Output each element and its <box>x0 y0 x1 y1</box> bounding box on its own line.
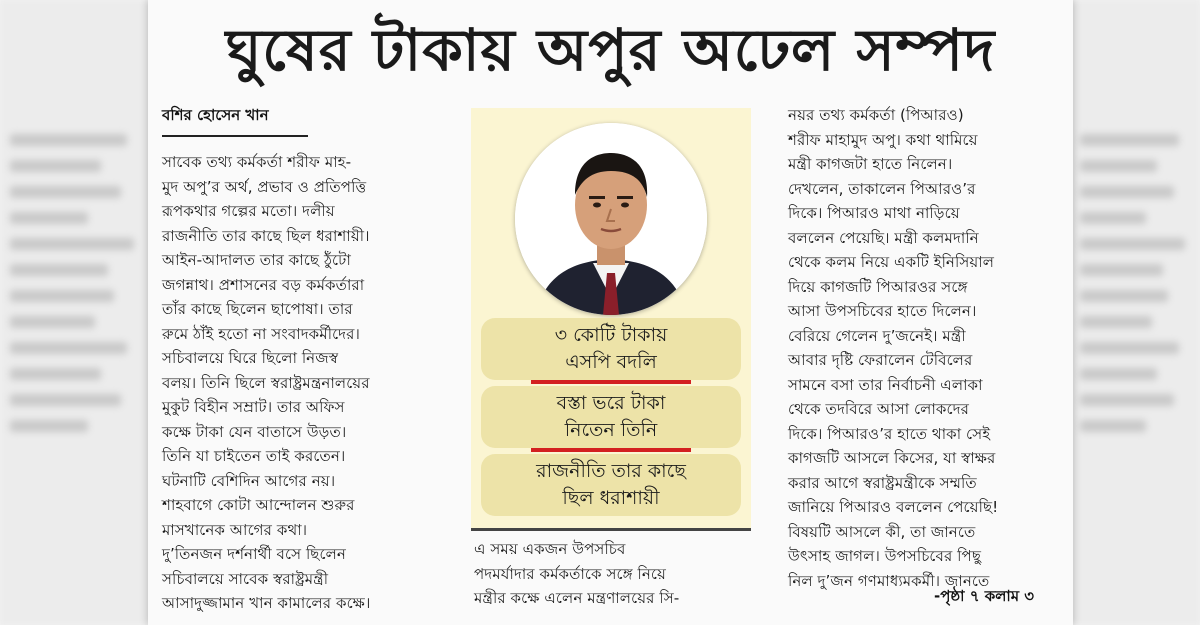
highlight-pill <box>481 318 741 380</box>
continued-page-note: -পৃষ্ঠা ৭ কলাম ৩ <box>934 587 1035 605</box>
article-line: সাবেক তথ্য কর্মকর্তা শরীফ মাহ- <box>162 153 352 171</box>
article-line: রাজনীতি তার কাছে ছিল ধরাশায়ী। <box>162 226 370 245</box>
article-line: তিনি যা চাইতেন তাই করতেন। <box>162 447 346 465</box>
highlight-pill <box>481 454 741 516</box>
highlight-line: ছিল ধরাশায়ী <box>562 487 660 509</box>
article-line: দিকে। পিআরও মাথা নাড়িয়ে <box>788 204 960 222</box>
article-line: মাসখানেক আগের কথা। <box>162 520 308 539</box>
article-line: সামনে বসা তার নির্বাচনী এলাকা <box>788 375 983 394</box>
article-line: বেরিয়ে গেলেন দু’জনেই। মন্ত্রী <box>788 326 966 345</box>
article-line: ঘটনাটি বেশিদিন আগের নয়। <box>162 471 336 490</box>
article-line: মুকুট বিহীন সম্রাট। তার অফিস <box>162 398 345 416</box>
article-line: পদমর্যাদার কর্মকর্তাকে সঙ্গে নিয়ে <box>474 564 666 583</box>
article-line: আবার দৃষ্টি ফেরালেন টেবিলের <box>788 351 973 369</box>
article-line: দিয়ে কাগজটি পিআরওর সঙ্গে <box>788 277 968 296</box>
article-line: শরীফ মাহামুদ অপু। কথা থামিয়ে <box>788 130 978 149</box>
article-line: নয়র তথ্য কর্মকর্তা (পিআরও) <box>788 106 964 124</box>
highlight-pill <box>481 386 741 448</box>
article-line: বিষয়টি আসলে কী, তা জানতে <box>788 522 976 541</box>
article-line: আইন-আদালত তার কাছে ঠুঁটো <box>162 251 351 269</box>
article-line: এ সময় একজন উপসচিব <box>474 540 626 558</box>
highlight-line: এসপি বদলি <box>565 351 657 373</box>
highlight-line: ৩ কোটি টাকায় <box>554 324 668 346</box>
article-line: রুমে ঠাঁই হতো না সংবাদকর্মীদের। <box>162 324 360 343</box>
highlight-line: বস্তা ভরে টাকা <box>556 392 666 414</box>
red-underline <box>531 380 691 384</box>
blurred-right-margin <box>1070 0 1200 625</box>
red-underline <box>531 448 691 452</box>
article-line: থেকে কলম নিয়ে একটি ইনিসিয়াল <box>788 253 995 271</box>
article-line: দেখলেন, তাকালেন পিআরও’র <box>788 179 976 198</box>
byline: বশির হোসেন খান <box>162 104 308 137</box>
man-portrait-icon <box>515 123 707 315</box>
article-line: বললেন পেয়েছি। মন্ত্রী কলমদানি <box>788 228 979 247</box>
blurred-left-margin <box>0 0 150 625</box>
article-line: মন্ত্রী কাগজটা হাতে নিলেন। <box>788 155 953 173</box>
article-line: রূপকথার গল্পের মতো। দলীয় <box>162 202 335 220</box>
article-line: মন্ত্রীর কক্ষে এলেন মন্ত্রণালয়ের সি- <box>474 589 680 607</box>
article-line: তাঁর কাছে ছিলেন ছাপোষা। তার <box>162 300 353 318</box>
article-line: নিল দু’জন গণমাধ্যমকর্মী। জানতে <box>788 571 990 590</box>
article-line: আসা উপসচিবের হাতে দিলেন। <box>788 302 977 320</box>
article-line: মুদ অপু’র অর্থ, প্রভাব ও প্রতিপত্তি <box>162 177 367 196</box>
article-column-middle <box>474 537 764 611</box>
highlight-box <box>471 108 751 531</box>
article-column-left <box>162 150 452 616</box>
article-line: উৎসাহ জাগল। উপসচিবের পিছু <box>788 547 982 565</box>
headline: ঘুষের টাকায় অপুর অঢেল সম্পদ <box>225 16 996 84</box>
article-line: থেকে তদবিরে আসা লোকদের <box>788 400 969 418</box>
newspaper-clipping <box>148 0 1073 625</box>
article-line: করার আগে স্বরাষ্ট্রমন্ত্রীকে সম্মতি <box>788 473 977 492</box>
highlight-line: রাজনীতি তার কাছে <box>536 460 686 482</box>
article-line: বলয়। তিনি ছিলে স্বরাষ্ট্রমন্ত্রনালয়ের <box>162 373 370 392</box>
article-line: দু’তিনজন দর্শনার্থী বসে ছিলেন <box>162 545 346 563</box>
article-line: সচিবালয়ে সাবেক স্বরাষ্ট্রমন্ত্রী <box>162 569 329 588</box>
article-line: দিকে। পিআরও’র হাতে থাকা সেই <box>788 424 991 443</box>
article-line: জানিয়ে পিআরও বললেন পেয়েছি! <box>788 498 999 516</box>
article-line: শাহবাগে কোটা আন্দোলন শুরুর <box>162 496 355 514</box>
article-line: জগন্নাথ। প্রশাসনের বড় কর্মকর্তারা <box>162 275 365 294</box>
article-column-right <box>788 103 1058 593</box>
article-line: আসাদুজ্জামান খান কামালের কক্ষে। <box>162 594 371 612</box>
portrait-photo <box>515 123 707 315</box>
article-line: সচিবালয়ে ঘিরে ছিলো নিজস্ব <box>162 349 339 367</box>
article-line: কক্ষে টাকা যেন বাতাসে উড়ত। <box>162 422 347 441</box>
article-line: কাগজটি আসলে কিসের, যা স্বাক্ষর <box>788 449 996 467</box>
highlight-line: নিতেন তিনি <box>564 419 658 441</box>
